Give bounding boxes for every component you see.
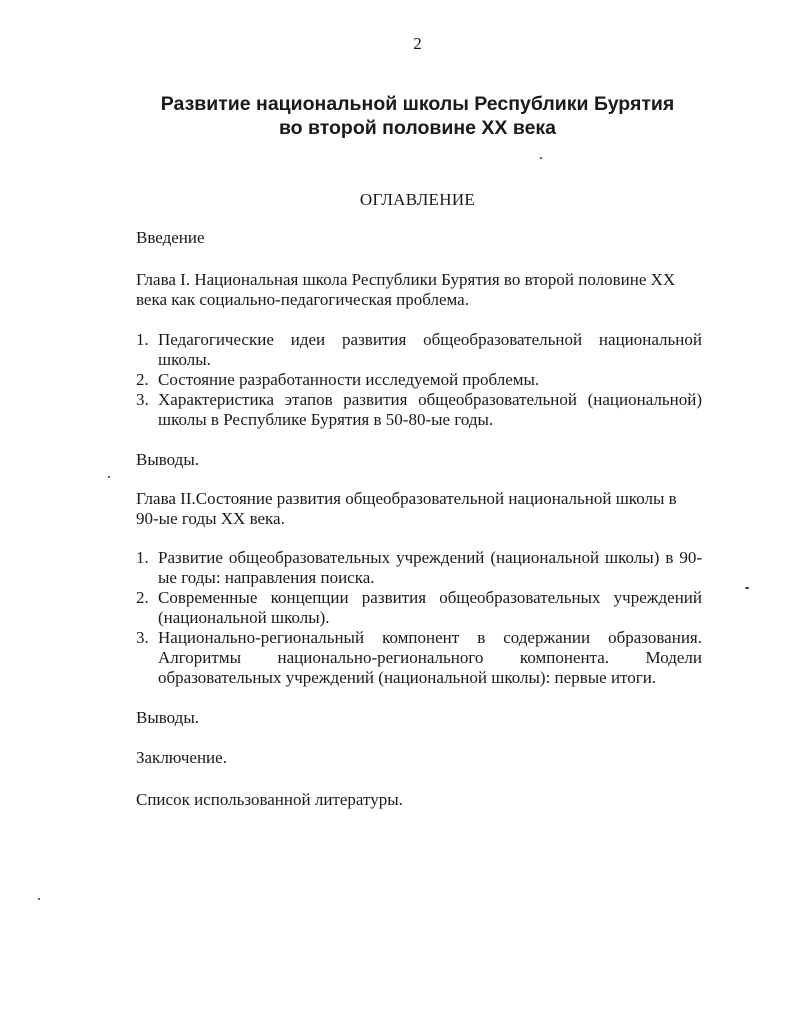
chapter2-sections xyxy=(136,548,702,688)
section-number: 3. xyxy=(136,390,149,409)
section-text: Состояние разработанности исследуемой проблемы. xyxy=(158,370,540,389)
scan-speck xyxy=(108,476,110,478)
chapter1-section-1 xyxy=(136,330,702,370)
chapter2-title: Глава II.Состояние развития общеобразовательной национальной школы в 90-ые годы XX века. xyxy=(136,489,677,528)
section-text: Современные концепции развития общеобразовательных учреждений (национальной школы). xyxy=(158,588,702,627)
chapter1-title: Глава I. Национальная школа Республики Бурятия во второй половине XX века как социально-педагогическая проблема. xyxy=(136,270,676,309)
section-number: 1. xyxy=(136,548,149,567)
section-number: 2. xyxy=(136,370,149,389)
chapter1-section-3 xyxy=(136,390,702,430)
page-number: 2 xyxy=(413,34,422,53)
section-text: Характеристика этапов развития общеобразовательной (национальной) школы в Республике Бурятия в 50-80-ые годы. xyxy=(158,390,702,429)
section-number: 1. xyxy=(136,330,149,349)
title-line-1: Развитие национальной школы Республики Бурятия xyxy=(160,93,675,115)
section-number: 3. xyxy=(136,628,149,647)
chapter2-conclusions: Выводы. xyxy=(136,708,200,727)
chapter2-section-1 xyxy=(136,548,702,588)
toc-conclusion: Заключение. xyxy=(136,748,227,767)
scan-speck xyxy=(540,157,542,159)
section-text: Развитие общеобразовательных учреждений (национальной школы) в 90-ые годы: направления поиска. xyxy=(158,548,702,587)
scan-speck xyxy=(745,587,749,589)
toc-heading: ОГЛАВЛЕНИЕ xyxy=(359,190,476,209)
chapter1-sections xyxy=(136,330,702,430)
document-title xyxy=(0,92,795,140)
section-number: 2. xyxy=(136,588,149,607)
toc-introduction: Введение xyxy=(136,228,205,247)
toc-bibliography: Список использованной литературы. xyxy=(136,790,403,809)
title-line-2: во второй половине XX века xyxy=(278,117,557,139)
chapter1-conclusions: Выводы. xyxy=(136,450,200,469)
chapter2-section-2 xyxy=(136,588,702,628)
chapter1-section-2 xyxy=(136,370,702,390)
section-text: Педагогические идеи развития общеобразовательной национальной школы. xyxy=(158,330,702,369)
scan-speck xyxy=(38,898,40,900)
chapter2-section-3 xyxy=(136,628,702,688)
section-text: Национально-региональный компонент в содержании образования. Алгоритмы национально-регионального компонента. Модели образовательных учреждений (национальной школы): первые итоги. xyxy=(158,628,702,687)
